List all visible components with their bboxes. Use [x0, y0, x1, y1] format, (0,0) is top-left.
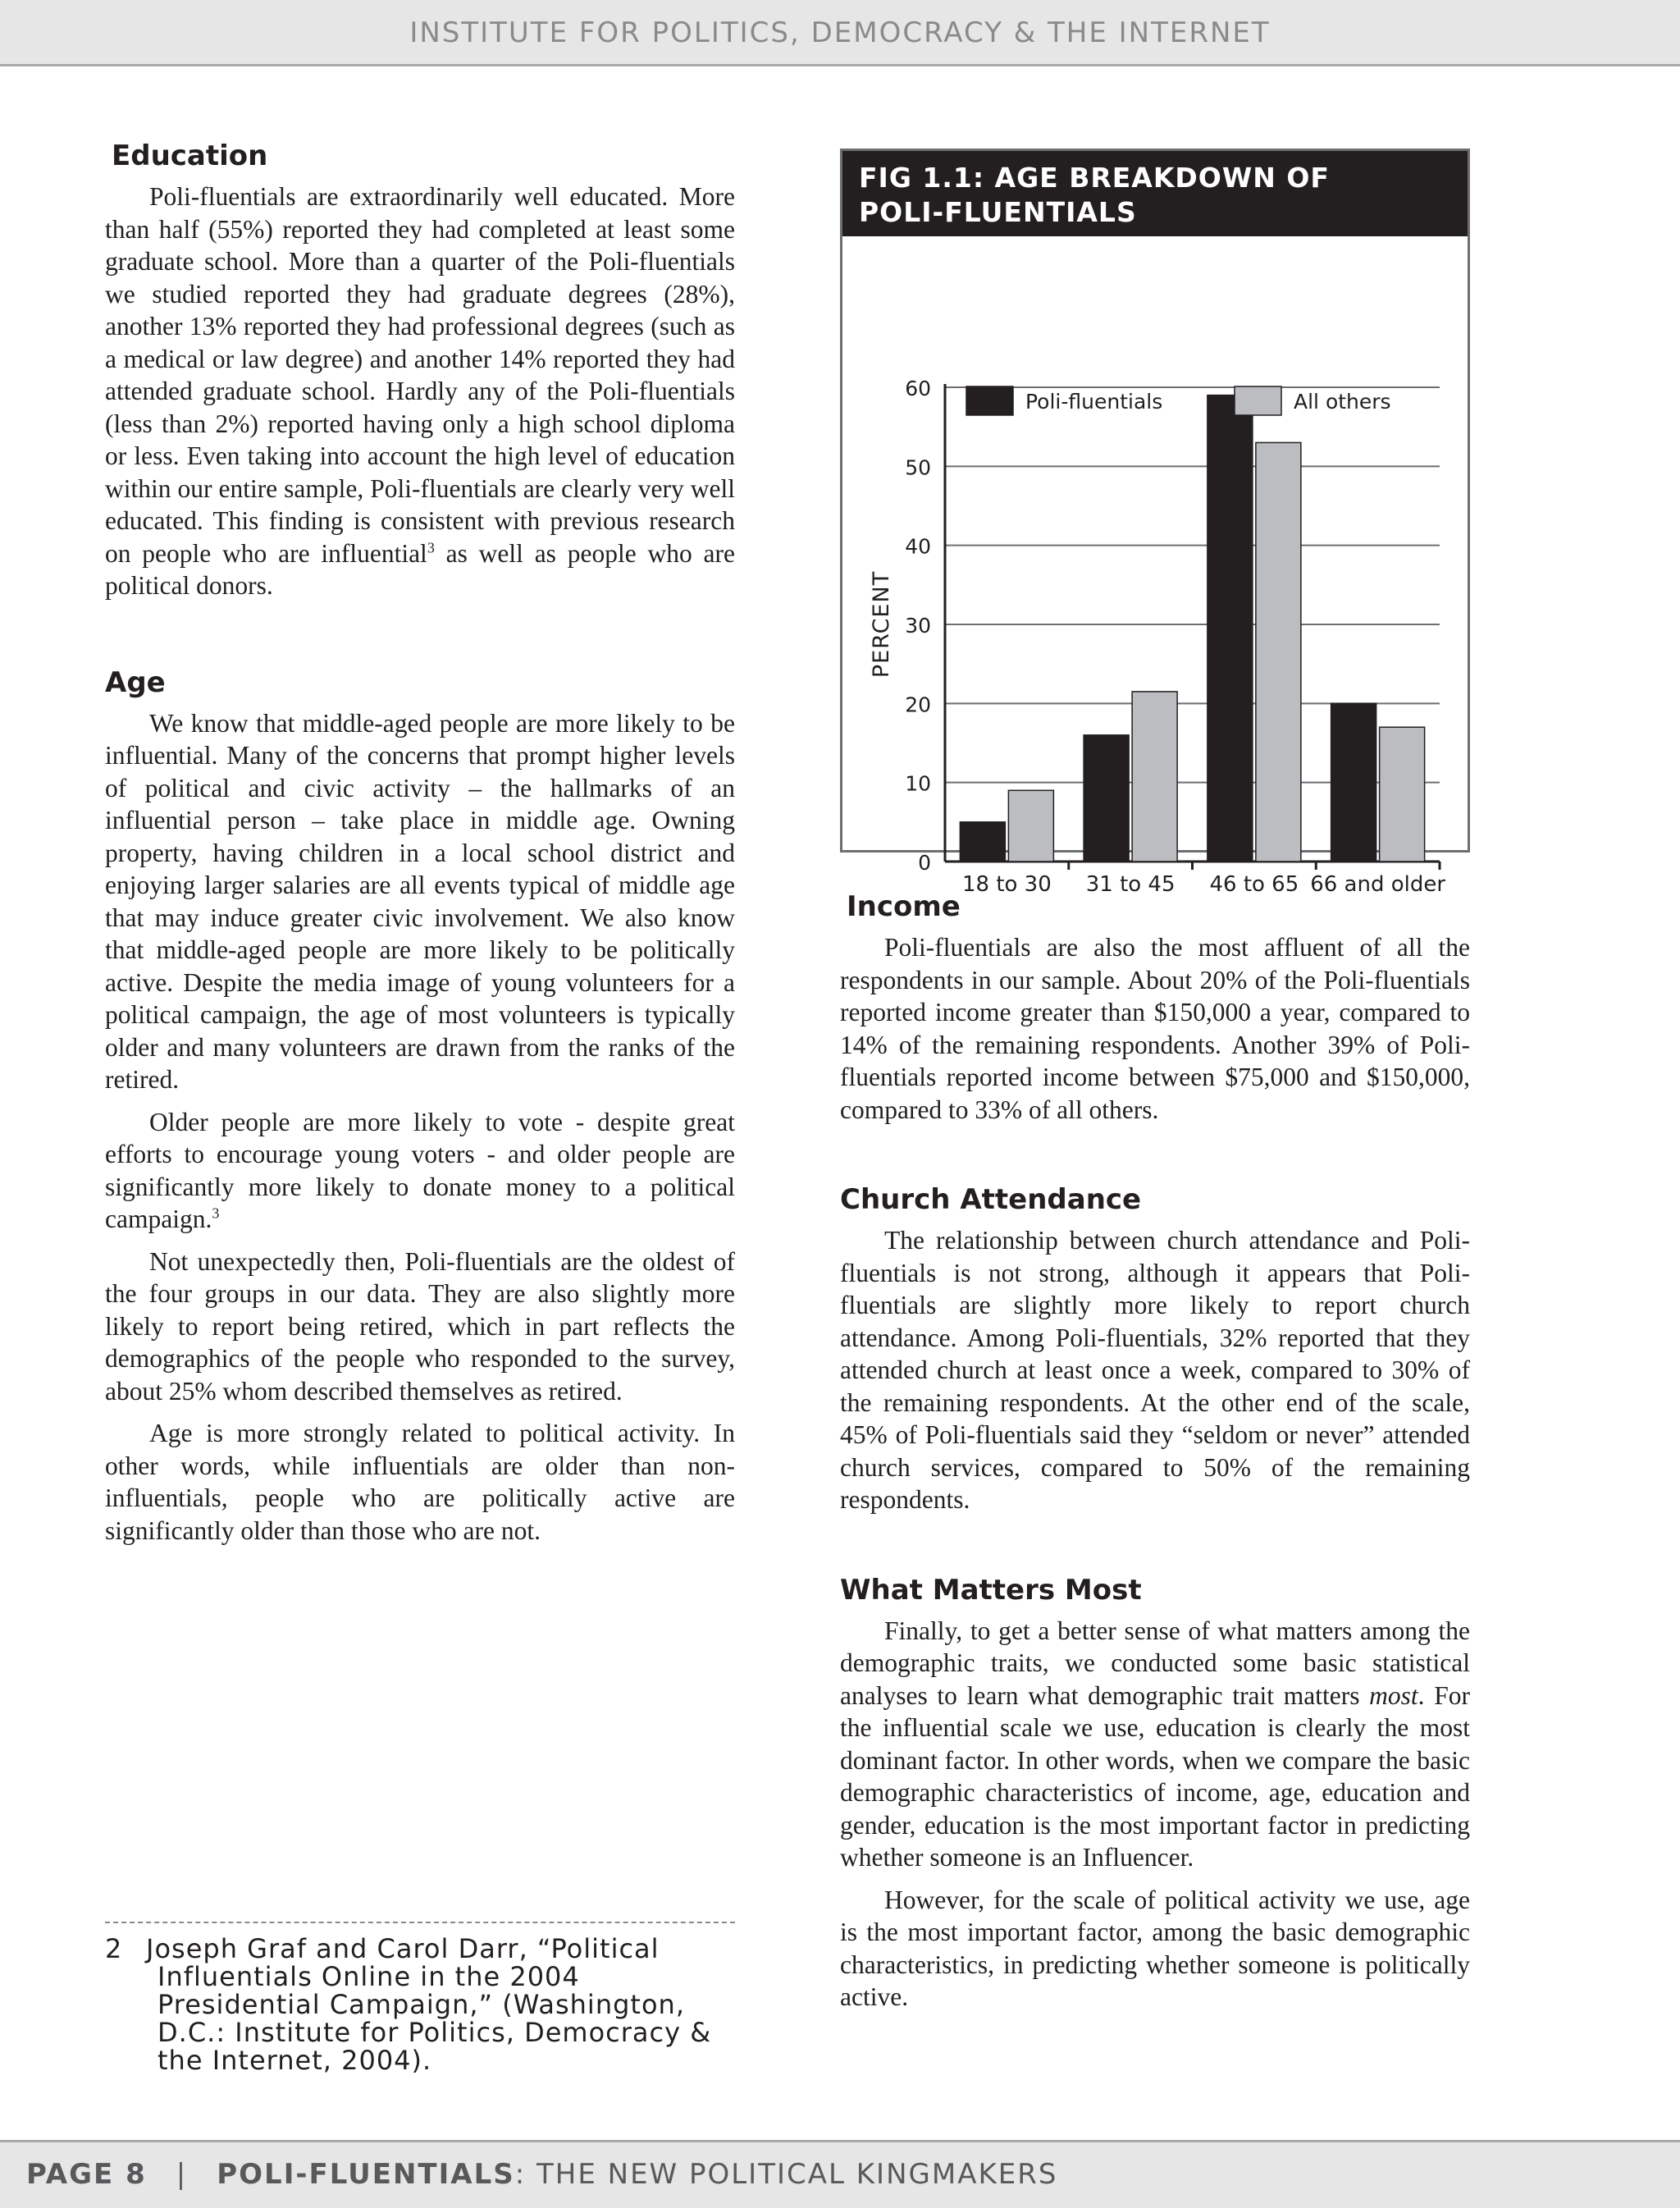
bar-poli-fluentials-1	[1084, 735, 1129, 862]
y-tick-label: 50	[905, 455, 931, 480]
running-footer	[26, 2158, 1057, 2191]
legend-swatch-1	[1235, 386, 1281, 415]
right-column	[840, 890, 1470, 2023]
page-number: PAGE 8	[26, 2158, 147, 2191]
what-matters-heading: What Matters Most	[840, 1573, 1142, 1607]
figure-title-line-1: FIG 1.1: AGE BREAKDOWN OF	[859, 162, 1330, 194]
bar-all-others-0	[1008, 790, 1053, 862]
what-matters-paragraph-2: However, for the scale of political activity we use, age is the most important factor, among the basic demographic characteristics, in predicting whether someone is politically active.	[840, 1885, 1470, 2011]
age-paragraph-3: Not unexpectedly then, Poli-fluentials are the oldest of the four groups in our data. They are also slightly more likely to report being retired, which in part reflects the demographics of the people who responded to the survey, about 25% whom described themselves as retired.	[105, 1246, 735, 1406]
legend-label-0: Poli-fluentials	[1025, 390, 1163, 414]
bar-all-others-1	[1132, 692, 1177, 862]
x-tick-label: 46 to 65	[1209, 872, 1299, 897]
footnote-number: 2	[105, 1933, 123, 1964]
bar-poli-fluentials-0	[960, 822, 1005, 862]
income-heading: Income	[847, 890, 961, 923]
education-heading: Education	[112, 139, 268, 172]
x-tick-label: 31 to 45	[1085, 872, 1176, 897]
figure-title-line-2: POLI-FLUENTIALS	[859, 196, 1137, 228]
what-matters-paragraph-1: Finally, to get a better sense of what matters among the demographic traits, we conducted some basic statistical analyses to learn what demographic trait matters most. For the influential scale we use, education is clearly the most dominant factor. In other words, when we compare the basic demographic characteristics of income, age, education and gender, education is the most important factor in predicting whether someone is an Influencer.	[840, 1616, 1471, 1872]
footnote-divider	[105, 1922, 735, 1923]
age-paragraph-2: Older people are more likely to vote - despite great efforts to encourage young voters - and older people are significantly more likely to donate money to a political campaign.$^3$	[105, 1107, 735, 1233]
footnote	[105, 1935, 745, 2074]
church-heading: Church Attendance	[840, 1183, 1142, 1216]
y-tick-label: 60	[905, 377, 931, 400]
age-paragraph-1: We know that middle-aged people are more likely to be influential. Many of the concerns that prompt higher levels of political and civic activity – the hallmarks of an influential person – take place in middle age. Owning property, having children in a local school district and enjoying larger salaries are all events typical of middle age that may induce greater civic involvement. We also know that middle-aged people are more likely to be politically active. Despite the media image of young volunteers for a political campaign, the age of most volunteers is typically older and many volunteers are drawn from the ranks of the retired.	[105, 708, 735, 1094]
x-tick-label: 66 and older	[1310, 872, 1446, 897]
bar-all-others-2	[1256, 442, 1301, 862]
y-tick-label: 40	[905, 534, 931, 559]
left-column	[105, 139, 735, 1557]
footnote-text: Joseph Graf and Carol Darr, “Political Influentials Online in the 2004 Presidential Campaign,” (Washington, D.C.: Institute for Politics, Democracy & the Internet, 2004).	[146, 1933, 712, 2076]
y-tick-label: 20	[905, 693, 931, 717]
footer-title-rest: : THE NEW POLITICAL KINGMAKERS	[514, 2158, 1058, 2191]
age-breakdown-figure	[840, 149, 1470, 897]
legend-swatch-0	[966, 386, 1013, 415]
running-header: INSTITUTE FOR POLITICS, DEMOCRACY & THE INTERNET	[409, 16, 1271, 49]
age-heading: Age	[105, 665, 166, 699]
footer-title-bold: POLI-FLUENTIALS	[217, 2158, 515, 2191]
age-paragraph-4: Age is more strongly related to political activity. In other words, while influentials are older than non-influentials, people who are politically active are significantly older than those who are not.	[105, 1419, 735, 1545]
footer-separator: |	[176, 2158, 188, 2191]
y-tick-label: 0	[918, 851, 931, 875]
bar-all-others-3	[1380, 727, 1425, 862]
income-paragraph: Poli-fluentials are also the most affluent of all the respondents in our sample. About 20% of the Poli-fluentials reported income greater than $150,000 a year, compared to 14% of the remaining respondents. Another 39% of Poli-fluentials reported income between $75,000 and $150,000, compared to 33% of all others.	[840, 933, 1470, 1124]
bar-poli-fluentials-3	[1331, 703, 1376, 862]
y-tick-label: 10	[905, 771, 931, 796]
bar-poli-fluentials-2	[1208, 395, 1253, 862]
figure-title	[842, 151, 1468, 236]
legend-label-1: All others	[1294, 390, 1391, 414]
bar-chart	[842, 236, 1468, 897]
y-axis-label: PERCENT	[869, 570, 894, 679]
church-paragraph: The relationship between church attendance and Poli-fluentials is not strong, although it appears that Poli-fluentials are slightly more likely to report church attendance. Among Poli-fluentials, 32% reported that they attended church at least once a week, compared to 30% of the remaining respondents. At the other end of the scale, 45% of Poli-fluentials said they “seldom or never” attended church services, compared to 50% of the remaining respondents.	[840, 1226, 1470, 1514]
y-tick-label: 30	[905, 614, 931, 638]
x-tick-label: 18 to 30	[961, 872, 1052, 897]
education-paragraph: Poli-fluentials are extraordinarily well educated. More than half (55%) reported they had completed at least some graduate school. More than a quarter of the Poli-fluentials we studied reported they had graduate degrees (28%), another 13% reported they had professional degrees (such as a medical or law degree) and another 14% reported they had attended graduate school. Hardly any of the Poli-fluentials (less than 2%) reported having only a high school diploma or less. Even taking into account the high level of education within our entire sample, Poli-fluentials are clearly very well educated. This finding is consistent with previous research on people who are influential$^3$ as well as people who are political donors.	[105, 182, 735, 600]
